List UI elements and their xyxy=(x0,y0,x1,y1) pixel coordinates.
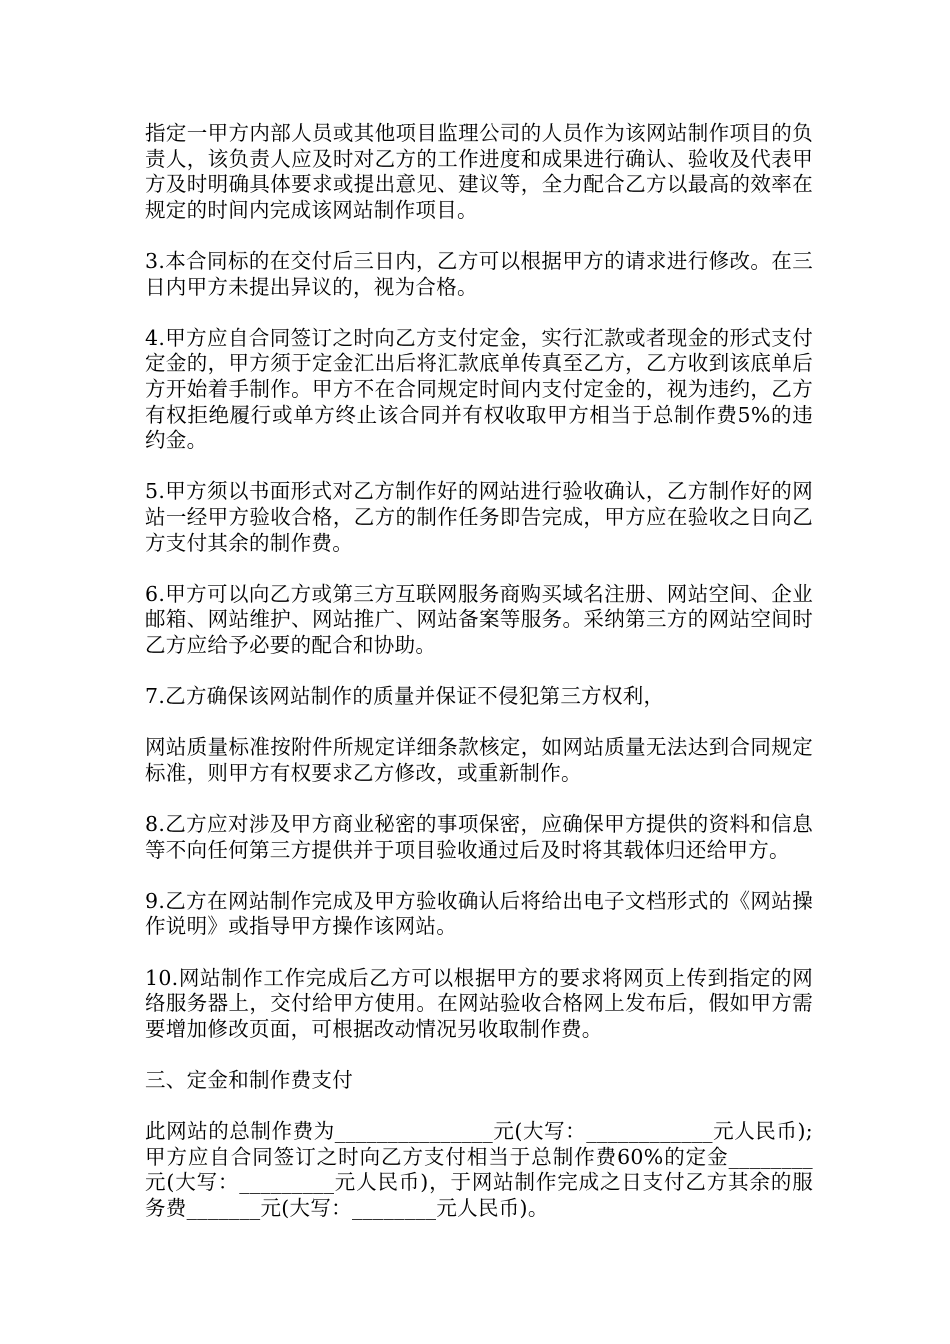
paragraph-clause-8: 8.乙方应对涉及甲方商业秘密的事项保密，应确保甲方提供的资料和信息等不向任何第三方提供并于项目验收通过后及时将其载体归还给甲方。 xyxy=(145,812,813,862)
paragraph-clause-6: 6.甲方可以向乙方或第三方互联网服务商购买域名注册、网站空间、企业邮箱、网站维护、网站推广、网站备案等服务。采纳第三方的网站空间时乙方应给予必要的配合和协助。 xyxy=(145,581,813,657)
paragraph-payment-terms: 此网站的总制作费为_______________元(大写：____________元人民币);甲方应自合同签订之时向乙方支付相当于总制作费60%的定金________元(大写：_________元人民币)，于网站制作完成之日支付乙方其余的服务费_______元(大写：________元人民币)。 xyxy=(145,1119,813,1220)
paragraph-clause-3: 3.本合同标的在交付后三日内，乙方可以根据甲方的请求进行修改。在三日内甲方未提出异议的，视为合格。 xyxy=(145,248,813,299)
paragraph-clause-9: 9.乙方在网站制作完成及甲方验收确认后将给出电子文档形式的《网站操作说明》或指导甲方操作该网站。 xyxy=(145,888,813,939)
paragraph-clause-5: 5.甲方须以书面形式对乙方制作好的网站进行验收确认，乙方制作好的网站一经甲方验收合格，乙方的制作任务即告完成，甲方应在验收之日向乙方支付其余的制作费。 xyxy=(145,479,813,555)
section-heading-payment: 三、定金和制作费支付 xyxy=(145,1067,353,1092)
paragraph-project-lead: 指定一甲方内部人员或其他项目监理公司的人员作为该网站制作项目的负责人，该负责人应及时对乙方的工作进度和成果进行确认、验收及代表甲方及时明确具体要求或提出意见、建议等，全力配合乙方以最高的效率在规定的时间内完成该网站制作项目。 xyxy=(145,121,813,222)
paragraph-quality-standard: 网站质量标准按附件所规定详细条款核定，如网站质量无法达到合同规定标准，则甲方有权要求乙方修改，或重新制作。 xyxy=(145,735,813,785)
paragraph-clause-7: 7.乙方确保该网站制作的质量并保证不侵犯第三方权利， xyxy=(145,684,665,709)
paragraph-clause-4: 4.甲方应自合同签订之时向乙方支付定金，实行汇款或者现金的形式支付定金的，甲方须于定金汇出后将汇款底单传真至乙方，乙方收到该底单后方开始着手制作。甲方不在合同规定时间内支付定金的，视为违约，乙方有权拒绝履行或单方终止该合同并有权收取甲方相当于总制作费5%的违约金。 xyxy=(145,325,813,453)
document-body xyxy=(145,121,813,1247)
paragraph-clause-10: 10.网站制作工作完成后乙方可以根据甲方的要求将网页上传到指定的网络服务器上，交付给甲方使用。在网站验收合格网上发布后，假如甲方需要增加修改页面，可根据改动情况另收取制作费。 xyxy=(145,965,813,1041)
